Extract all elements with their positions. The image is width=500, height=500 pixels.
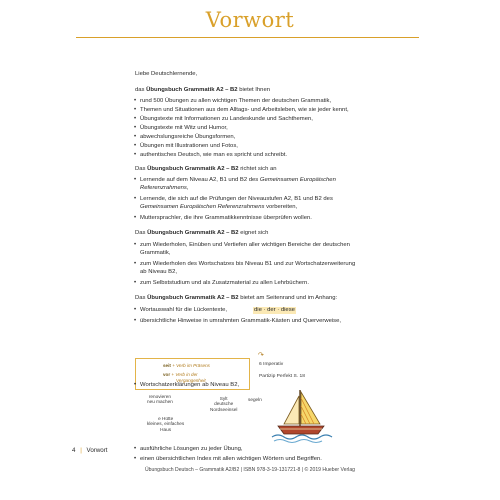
list-item: • ausführliche Lösungen zu jeder Übung, — [140, 446, 243, 453]
item-italic: Gemeinsamen Europäischen — [259, 177, 336, 183]
item-text: Wortauswahl für die Lückentexte, — [140, 307, 227, 313]
grammar-row-vor — [163, 372, 198, 377]
list-item: • einen übersichtlichen Index mit allen wichtigen Wörtern und Begriffen. — [140, 456, 322, 463]
section-1-intro — [135, 87, 270, 94]
list-item: • Übungstexte mit Informationen zu Landeskunde und Sachthemen, — [140, 116, 313, 123]
list-item-cont — [140, 204, 297, 211]
intro-post: bietet Ihnen — [237, 87, 271, 93]
item-text: Lernende auf dem Niveau A2, B1 und B2 des — [140, 177, 260, 183]
vocab-note: segeln — [248, 397, 262, 402]
footer-section: Vorwort — [86, 447, 108, 454]
item-italic: Gemeinsamen Europäischen Referenzrahmens — [140, 204, 265, 210]
section-2-intro — [135, 166, 277, 173]
book-title: Übungsbuch Grammatik A2 – B2 — [146, 87, 238, 93]
list-item-cont: Grammatik, — [140, 250, 171, 256]
intro-pre: Das — [135, 166, 148, 172]
list-item: • rund 500 Übungen zu allen wichtigen Themen der deutschen Grammatik, — [140, 98, 331, 105]
link-arrow-icon: ↷ — [258, 352, 264, 359]
intro-post: richtet sich an — [238, 166, 277, 172]
grammar-row-seit — [163, 363, 210, 368]
list-item: • zum Selbststudium und als Zusatzmaterial zu allen Lehrbüchern. — [140, 280, 309, 287]
book-title: Übungsbuch Grammatik A2 – B2 — [147, 230, 239, 236]
list-item — [140, 307, 227, 314]
section-4-intro — [135, 295, 337, 302]
sailboat-illustration — [270, 384, 334, 446]
list-item: • zum Wiederholen des Wortschatzes bis Niveau B1 und zur Wortschatzerweiterung — [140, 261, 355, 268]
list-item — [140, 177, 336, 184]
grammar-rule: + Verb in der — [170, 372, 198, 377]
intro-pre: das — [135, 87, 147, 93]
page-title: Vorwort — [205, 8, 295, 32]
list-item: • Übungen mit Illustrationen und Fotos, — [140, 143, 238, 150]
title-rule — [76, 37, 419, 38]
book-title: Übungsbuch Grammatik A2 – B2 — [147, 166, 239, 172]
footer-imprint: Übungsbuch Deutsch – Grammatik A2/B2 | ISBN 978-3-19-131721-8 | © 2019 Hueber Verlag — [145, 467, 355, 473]
greeting: Liebe Deutschlernende, — [135, 71, 198, 77]
footer-page-number — [72, 447, 108, 454]
list-item: • Themen und Situationen aus dem Alltags- und Arbeitsleben, wie sie jeder kennt, — [140, 107, 349, 114]
list-item: • abwechslungsreiche Übungsformen, — [140, 134, 235, 141]
vocab-note: Sylt deutsche Nordseeinsel — [210, 396, 238, 412]
list-item: • zum Wiederholen, Einüben und Vertiefen aller wichtigen Bereiche der deutschen — [140, 242, 350, 249]
cross-ref-line: Partizip Perfekt S. 18 — [259, 374, 305, 379]
list-item-cont: ab Niveau B2, — [140, 269, 178, 275]
page-number: 4 — [72, 447, 76, 454]
intro-post: bietet am Seitenrand und im Anhang: — [238, 295, 338, 301]
section-3-intro — [135, 230, 268, 237]
grammar-keyword: vor — [163, 372, 171, 377]
list-item: • Wortschatzerklärungen ab Niveau B2, — [140, 382, 239, 389]
book-title: Übungsbuch Grammatik A2 – B2 — [147, 295, 239, 301]
list-item: • übersichtliche Hinweise in umrahmten Grammatik-Kästen und Querverweise, — [140, 318, 341, 325]
grammar-rule: + Verb im Präsens — [170, 363, 210, 368]
item-text: vorbereiten, — [264, 204, 298, 210]
list-item-cont — [140, 185, 188, 192]
list-item: • Lernende, die sich auf die Prüfungen der Niveaustufen A2, B1 und B2 des — [140, 196, 333, 203]
vocab-note: e Hütte kleines, einfaches Haus — [147, 416, 185, 432]
intro-post: eignet sich — [238, 230, 269, 236]
vocab-note: renovieren neu machen — [147, 394, 173, 405]
intro-pre: Das — [135, 230, 148, 236]
grammar-rule: Vergangenheit — [176, 378, 206, 383]
list-item: • Muttersprachler, die ihre Grammatikkenntnisse überprüfen wollen. — [140, 215, 312, 222]
word-choice-tag: die · der · diese — [254, 307, 295, 313]
cross-ref-line: 6 Imperativ — [259, 362, 284, 367]
intro-pre: Das — [135, 295, 148, 301]
list-item: • Übungstexte mit Witz und Humor, — [140, 125, 228, 132]
grammar-keyword: seit — [163, 363, 171, 368]
list-item: • authentisches Deutsch, wie man es spricht und schreibt. — [140, 152, 287, 159]
footer-separator: | — [80, 447, 82, 454]
item-italic: Referenzrahmens, — [140, 185, 189, 191]
